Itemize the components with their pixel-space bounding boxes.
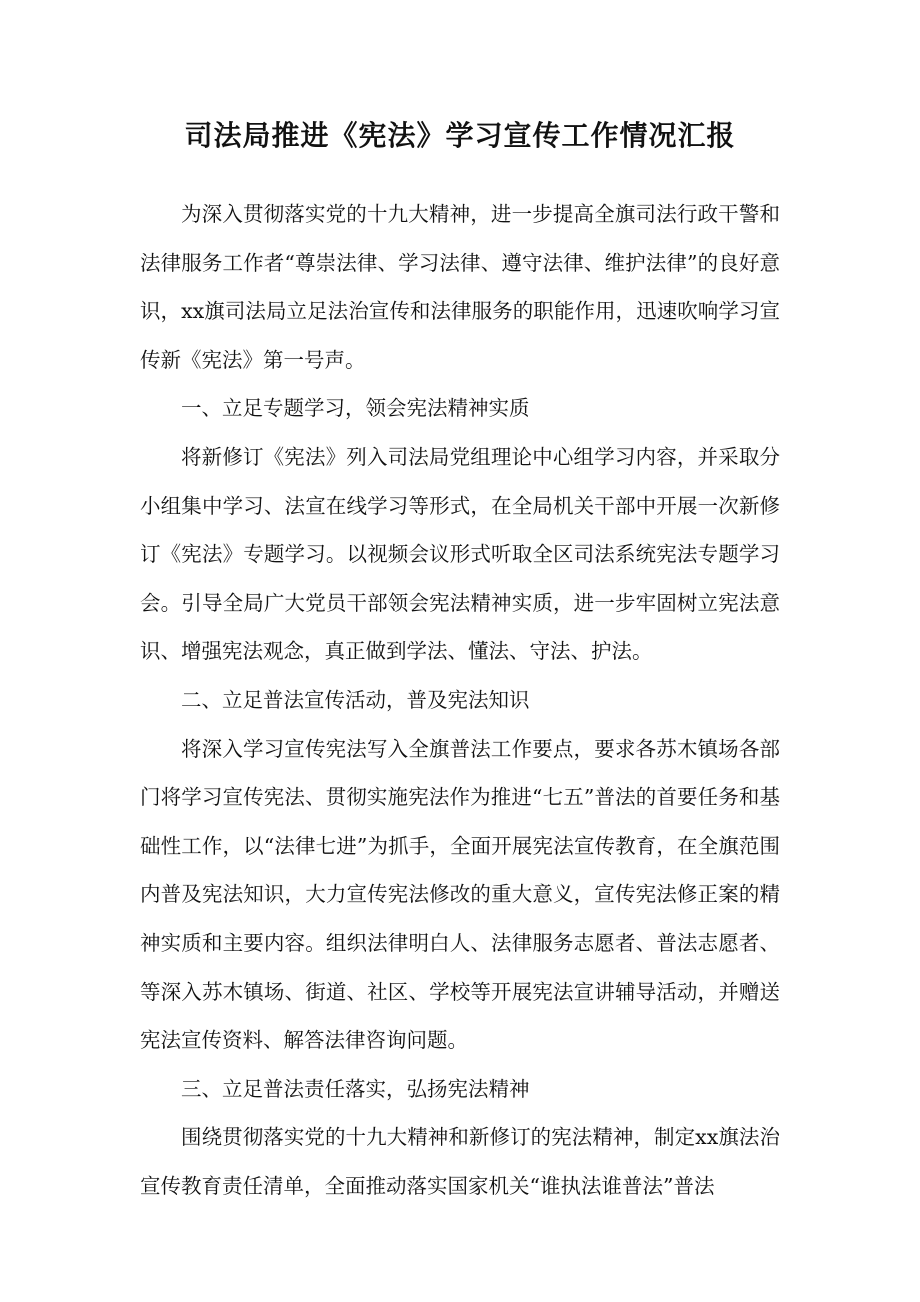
document-title: 司法局推进《宪法》学习宣传工作情况汇报: [184, 119, 736, 152]
section-2-paragraph: 将深入学习宣传宪法写入全旗普法工作要点，要求各苏木镇场各部门将学习宣传宪法、贯彻实施宪法作为推进“七五”普法的首要任务和基础性工作，以“法律七进”为抓手，全面开展宪法宣传教育，在全旗范围内普及宪法知识，大力宣传宪法修改的重大意义，宣传宪法修正案的精神实质和主要内容。组织法律明白人、法律服务志愿者、普法志愿者、等深入苏木镇场、街道、社区、学校等开展宪法宣讲辅导活动，并赠送宪法宣传资料、解答法律咨询问题。: [140, 736, 780, 1053]
section-heading-3: 三、立足普法责任落实，弘扬宪法精神: [181, 1076, 530, 1101]
section-heading-2: 二、立足普法宣传活动，普及宪法知识: [181, 687, 530, 712]
section-heading-1: 一、立足专题学习，领会宪法精神实质: [181, 396, 530, 421]
document-body: [140, 190, 780, 1210]
section-3-paragraph: 围绕贯彻落实党的十九大精神和新修订的宪法精神，制定xx旗法治宣传教育责任清单，全面推动落实国家机关“谁执法谁普法”普法: [140, 1125, 780, 1198]
section-1-paragraph: 将新修订《宪法》列入司法局党组理论中心组学习内容，并采取分小组集中学习、法宣在线学习等形式，在全局机关干部中开展一次新修订《宪法》专题学习。以视频会议形式听取全区司法系统宪法专题学习会。引导全局广大党员干部领会宪法精神实质，进一步牢固树立宪法意识、增强宪法观念，真正做到学法、懂法、守法、护法。: [140, 444, 780, 664]
intro-paragraph: 为深入贯彻落实党的十九大精神，进一步提高全旗司法行政干警和法律服务工作者“尊崇法律、学习法律、遵守法律、维护法律”的良好意识，xx旗司法局立足法治宣传和法律服务的职能作用，迅速吹响学习宣传新《宪法》第一号声。: [140, 202, 780, 372]
